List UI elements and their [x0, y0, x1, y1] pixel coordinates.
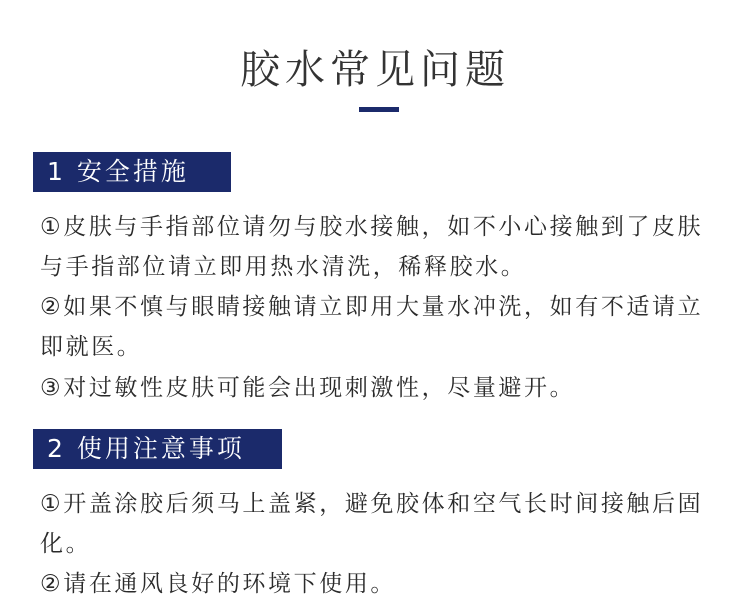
- safety-item-1: ①皮肤与手指部位请勿与胶水接触，如不小心接触到了皮肤与手指部位请立即用热水清洗，稀释胶水。: [40, 214, 704, 280]
- safety-item-2: ②如果不慎与眼睛接触请立即用大量水冲洗，如有不适请立即就医。: [40, 294, 704, 360]
- section-header-usage-notes: 2 使用注意事项: [33, 429, 282, 469]
- safety-item-3: ③对过敏性皮肤可能会出现刺激性，尽量避开。: [40, 375, 576, 401]
- page-title: 胶水常见问题: [240, 47, 510, 93]
- usage-item-1: ①开盖涂胶后须马上盖紧，避免胶体和空气长时间接触后固化。: [40, 491, 704, 557]
- usage-item-2: ②请在通风良好的环境下使用。: [40, 571, 397, 597]
- title-underline: [359, 107, 399, 112]
- section-header-safety: 1 安全措施: [33, 152, 231, 192]
